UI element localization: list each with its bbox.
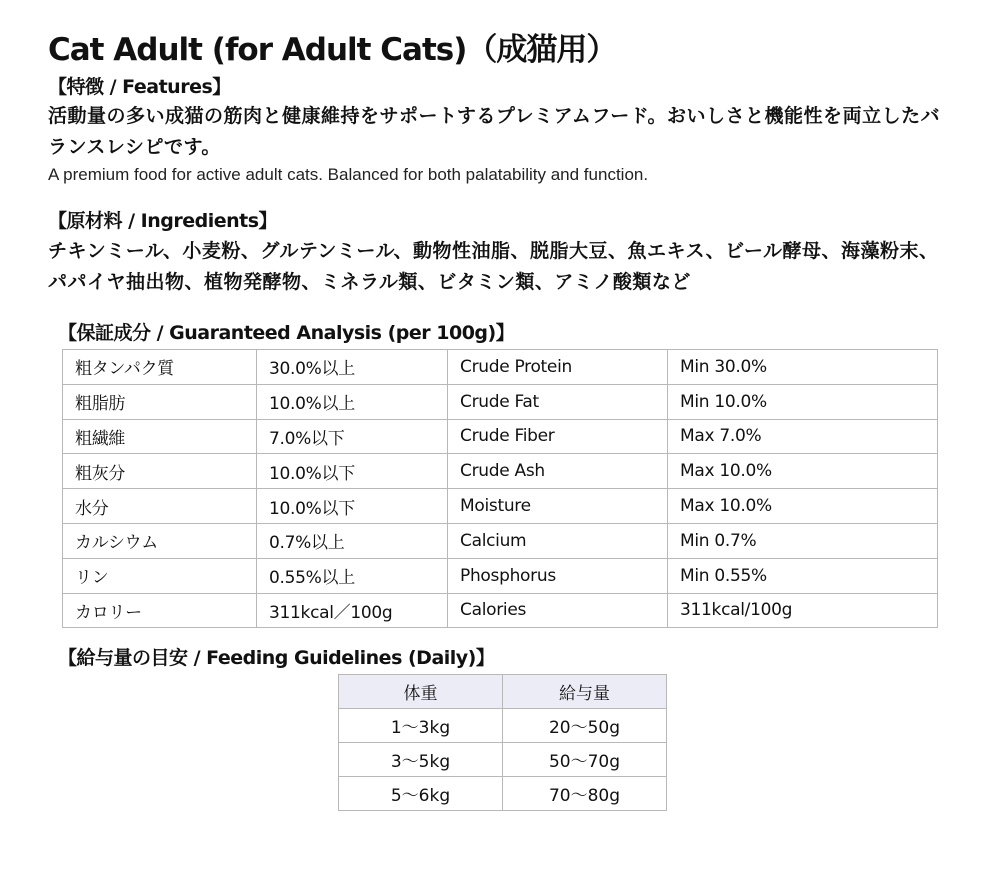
nutrient-jp-cell: カロリー	[63, 593, 257, 628]
nutrient-en-cell: Crude Fiber	[448, 419, 668, 454]
value-en-cell: 311kcal/100g	[668, 593, 938, 628]
nutrient-en-cell: Calcium	[448, 523, 668, 558]
table-row	[63, 593, 938, 628]
amount-cell: 20〜50g	[503, 709, 667, 743]
weight-cell: 3〜5kg	[339, 743, 503, 777]
table-row	[339, 777, 667, 811]
value-en-cell: Min 30.0%	[668, 350, 938, 385]
features-section	[48, 74, 958, 187]
weight-cell: 5〜6kg	[339, 777, 503, 811]
nutrient-en-cell: Phosphorus	[448, 558, 668, 593]
nutrient-jp-cell: 水分	[63, 489, 257, 524]
table-row	[63, 384, 938, 419]
table-row	[339, 743, 667, 777]
nutrient-en-cell: Crude Protein	[448, 350, 668, 385]
value-jp-cell: 10.0%以上	[257, 384, 448, 419]
page-title: Cat Adult (for Adult Cats)（成猫用）	[48, 32, 617, 68]
product-sheet	[48, 30, 958, 811]
amount-cell: 50〜70g	[503, 743, 667, 777]
value-jp-cell: 0.7%以上	[257, 523, 448, 558]
nutrient-jp-cell: 粗繊維	[63, 419, 257, 454]
value-jp-cell: 10.0%以下	[257, 489, 448, 524]
value-jp-cell: 311kcal／100g	[257, 593, 448, 628]
value-en-cell: Max 7.0%	[668, 419, 938, 454]
ingredients-section	[48, 208, 958, 298]
table-row	[63, 558, 938, 593]
nutrient-en-cell: Crude Fat	[448, 384, 668, 419]
analysis-section	[48, 320, 958, 628]
ingredients-text: チキンミール、小麦粉、グルテンミール、動物性油脂、脱脂大豆、魚エキス、ビール酵母、海藻粉末、パパイヤ抽出物、植物発酵物、ミネラル類、ビタミン類、アミノ酸類など	[48, 240, 939, 293]
feeding-section	[48, 645, 958, 811]
feeding-heading: 【給与量の目安 / Feeding Guidelines (Daily)】	[58, 647, 495, 670]
value-en-cell: Min 0.7%	[668, 523, 938, 558]
nutrient-jp-cell: 粗脂肪	[63, 384, 257, 419]
nutrient-jp-cell: 粗灰分	[63, 454, 257, 489]
analysis-heading: 【保証成分 / Guaranteed Analysis (per 100g)】	[58, 322, 515, 344]
table-row	[63, 489, 938, 524]
features-text-en: A premium food for active adult cats. Balanced for both palatability and function.	[48, 165, 649, 184]
table-row	[63, 454, 938, 489]
feeding-header-amount: 給与量	[503, 675, 667, 709]
nutrient-jp-cell: カルシウム	[63, 523, 257, 558]
value-jp-cell: 7.0%以下	[257, 419, 448, 454]
value-jp-cell: 0.55%以上	[257, 558, 448, 593]
amount-cell: 70〜80g	[503, 777, 667, 811]
nutrient-en-cell: Moisture	[448, 489, 668, 524]
weight-cell: 1〜3kg	[339, 709, 503, 743]
nutrient-jp-cell: 粗タンパク質	[63, 350, 257, 385]
feeding-header-row	[339, 675, 667, 709]
value-en-cell: Min 0.55%	[668, 558, 938, 593]
analysis-table	[62, 349, 938, 628]
value-en-cell: Max 10.0%	[668, 454, 938, 489]
feeding-table	[338, 674, 667, 811]
table-row	[339, 709, 667, 743]
features-text-jp: 活動量の多い成猫の筋肉と健康維持をサポートするプレミアムフード。おいしさと機能性を両立したバランスレシピです。	[48, 105, 941, 158]
table-row	[63, 350, 938, 385]
feeding-header-weight: 体重	[339, 675, 503, 709]
table-row	[63, 419, 938, 454]
nutrient-jp-cell: リン	[63, 558, 257, 593]
features-heading: 【特徴 / Features】	[48, 76, 231, 98]
table-row	[63, 523, 938, 558]
ingredients-heading: 【原材料 / Ingredients】	[48, 210, 278, 232]
value-en-cell: Max 10.0%	[668, 489, 938, 524]
value-en-cell: Min 10.0%	[668, 384, 938, 419]
nutrient-en-cell: Calories	[448, 593, 668, 628]
value-jp-cell: 30.0%以上	[257, 350, 448, 385]
nutrient-en-cell: Crude Ash	[448, 454, 668, 489]
value-jp-cell: 10.0%以下	[257, 454, 448, 489]
